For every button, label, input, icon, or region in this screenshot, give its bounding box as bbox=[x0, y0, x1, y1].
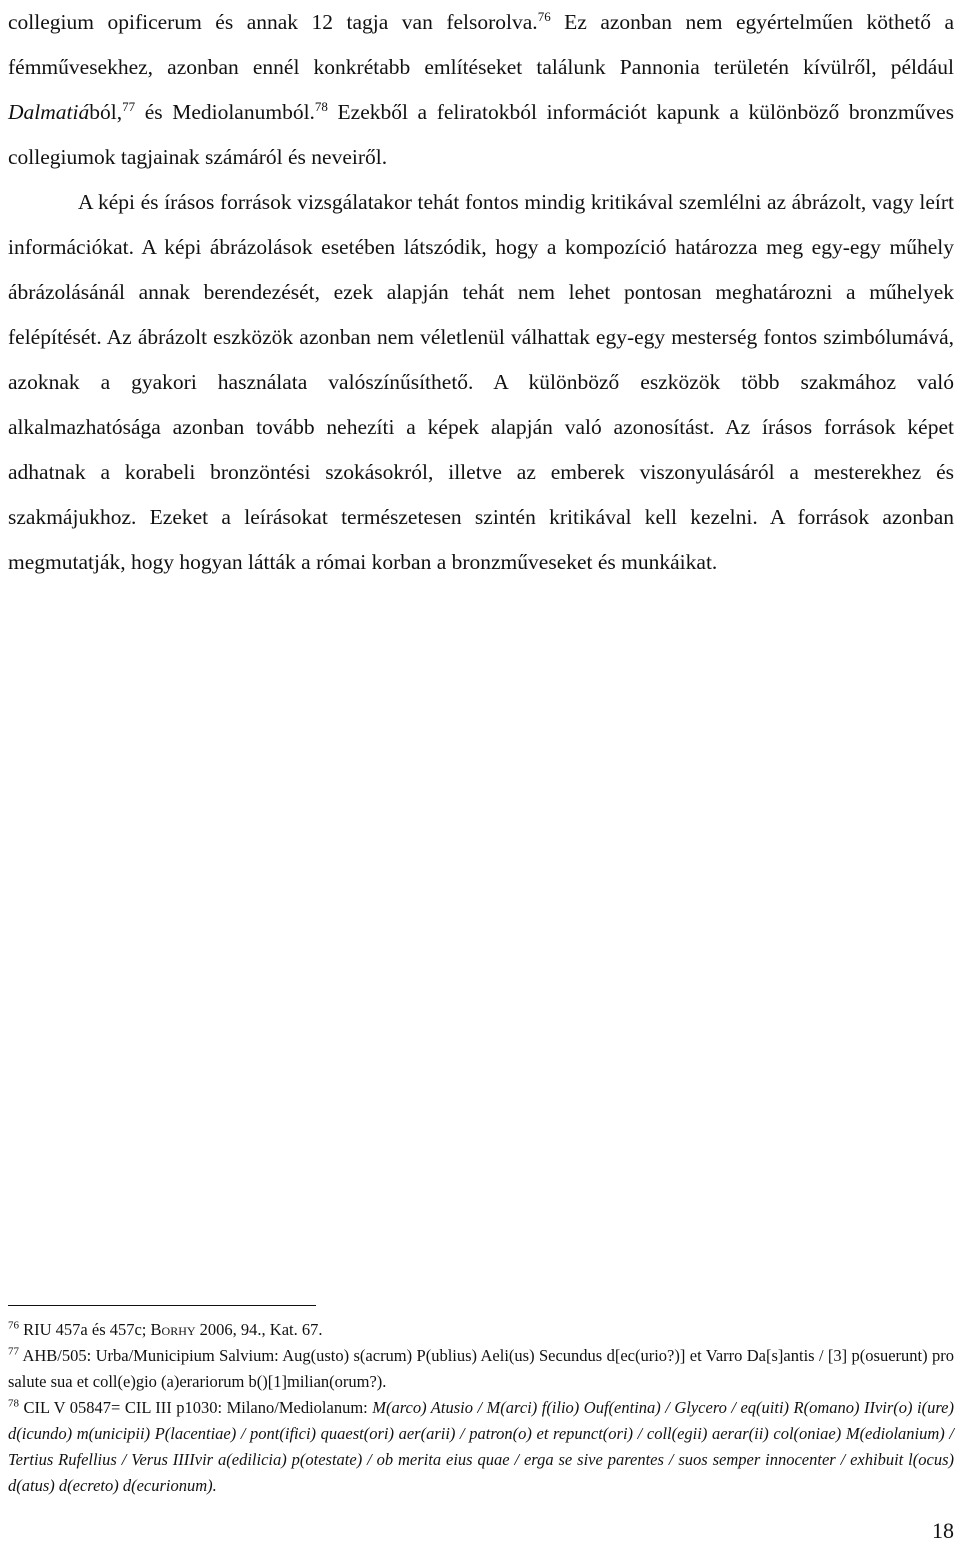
footnotes bbox=[8, 1317, 954, 1499]
text-run: és Mediolanumból. bbox=[135, 100, 315, 124]
footnote-78 bbox=[8, 1395, 954, 1499]
text-run: ból, bbox=[89, 100, 123, 124]
footnote-text: 2006, 94., Kat. 67. bbox=[195, 1320, 323, 1339]
footnote-number: 77 bbox=[8, 1345, 19, 1358]
footnote-76 bbox=[8, 1317, 954, 1343]
inscription-italic: M(arco) Atusio / M(arci) f(ilio) Ouf(entina) / Glycero / eq(uiti) R(omano) IIvir(o) i(ure) d(icundo) m(unicipii) P(lacentiae) / pont(ifici) quaest(ori) aer(arii) / patron(o) et repunct(ori) / coll(egii) aerar(ii) col(oniae) M(ediolanium) / Tertius Rufellius / Verus IIIIvir a(edilicia) p(otestate) / ob merita eius quae / erga se sive parentes / suos semper innocenter / exhibuit l(ocus) d(atus) d(ecreto) d(ecurionum). bbox=[8, 1398, 954, 1495]
text-run: Ez azonban nem egyértelműen köthető a fémművesekhez, azonban ennél konkrétabb említéseket találunk Pannonia területén kívülről, például bbox=[8, 10, 955, 79]
footnote-text: RIU 457a és 457c; B bbox=[19, 1320, 162, 1339]
paragraph-1 bbox=[8, 0, 954, 180]
footnote-ref-76[interactable]: 76 bbox=[537, 8, 551, 24]
footnote-separator bbox=[8, 1305, 316, 1306]
footnote-number: 76 bbox=[8, 1319, 19, 1332]
page-body bbox=[8, 0, 954, 585]
footnote-text: AHB/505: Urba/Municipium Salvium: Aug(usto) s(acrum) P(ublius) Aeli(us) Secundus d[ec(urio?)] et Varro Da[s]antis / [3] p(osuerunt) pro salute sua et coll(e)gio (a)erariorum b()[1]milian(orum?). bbox=[8, 1346, 954, 1391]
text-run: collegium opificerum és annak 12 tagja van felsorolva. bbox=[8, 10, 538, 34]
text-run: Ezekből a feliratokból információt kapunk a különböző bronzműves collegiumok tagjainak számáról és neveiről. bbox=[8, 100, 954, 169]
footnote-ref-77[interactable]: 77 bbox=[122, 98, 136, 114]
author-smallcaps: orhy bbox=[161, 1320, 196, 1339]
footnote-ref-78[interactable]: 78 bbox=[314, 98, 328, 114]
italic-text: Dalmatiá bbox=[8, 100, 90, 124]
footnote-text: CIL V 05847= CIL III p1030: Milano/Mediolanum: bbox=[19, 1398, 373, 1417]
page-number: 18 bbox=[932, 1518, 954, 1543]
footnote-number: 78 bbox=[8, 1397, 19, 1410]
paragraph-2: A képi és írásos források vizsgálatakor tehát fontos mindig kritikával szemlélni az ábrázolt, vagy leírt információkat. A képi ábrázolások esetében látszódik, hogy a kompozíció határozza meg egy-egy műhely ábrázolásánál annak berendezését, ezek alapján tehát nem lehet pontosan meghatározni a műhelyek felépítését. Az ábrázolt eszközök azonban nem véletlenül válhattak egy-egy mesterség fontos szimbólumává, azoknak a gyakori használata valószínűsíthető. A különböző eszközök több szakmához való alkalmazhatósága azonban tovább nehezíti a képek alapján való azonosítást. Az írásos források képet adhatnak a korabeli bronzöntési szokásokról, illetve az emberek viszonyulásáról a mesterekhez és szakmájukhoz. Ezeket a leírásokat természetesen szintén kritikával kell kezelni. A források azonban megmutatják, hogy hogyan látták a római korban a bronzműveseket és munkáikat. bbox=[8, 190, 954, 574]
footnote-77 bbox=[8, 1343, 954, 1395]
